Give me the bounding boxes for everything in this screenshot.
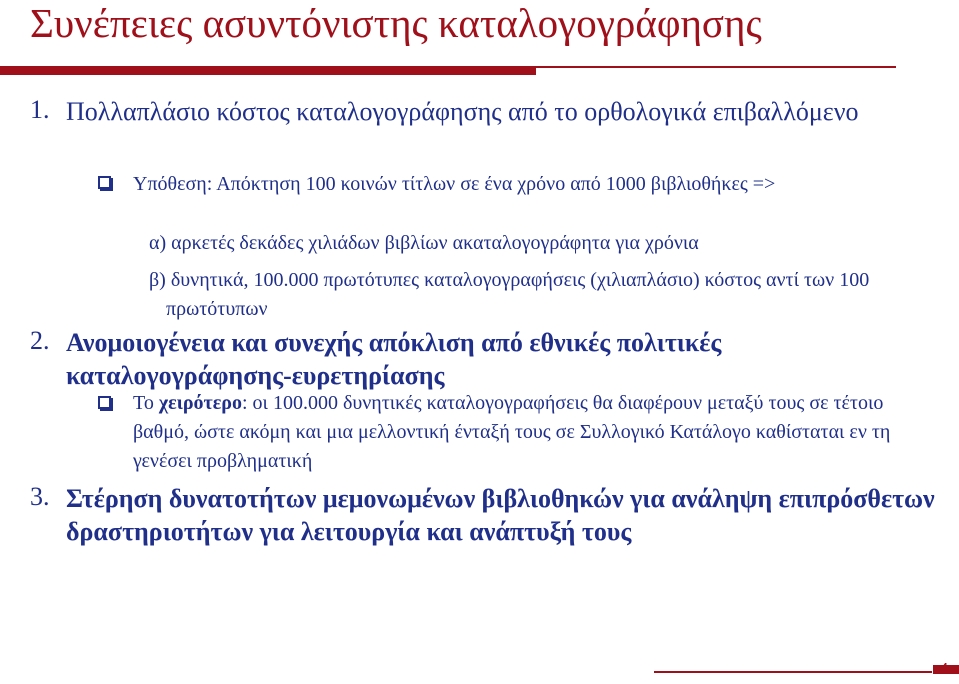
title-rule-thin bbox=[536, 66, 896, 68]
item-1-sub-a: α) αρκετές δεκάδες χιλιάδων βιβλίων ακαταλογογράφητα για χρόνια bbox=[149, 232, 699, 254]
item-number-2: 2. bbox=[30, 326, 50, 355]
item-number-3: 3. bbox=[30, 482, 50, 511]
item-1-sub-b-text: β) δυνητικά, 100.000 πρωτότυπες καταλογογραφήσεις (χιλιαπλάσιο) κόστος αντί των 100 πρωτότυπων bbox=[149, 269, 870, 320]
item-1-sub-b bbox=[149, 266, 924, 324]
item-2-bullet-prefix: Το bbox=[133, 392, 159, 414]
item-heading-3: Στέρηση δυνατοτήτων μεμονωμένων βιβλιοθηκών για ανάληψη επιπρόσθετων δραστηριοτήτων για λειτουργία και ανάπτυξή τους bbox=[66, 484, 935, 546]
slide-title: Συνέπειες ασυντόνιστης καταλογογράφησης bbox=[30, 0, 762, 46]
item-1-bullet: Υπόθεση: Απόκτηση 100 κοινών τίτλων σε ένα χρόνο από 1000 βιβλιοθήκες => bbox=[133, 173, 776, 195]
checkbox-bullet-icon bbox=[98, 396, 111, 409]
item-2-bullet-bold: χειρότερο bbox=[158, 392, 242, 414]
item-2-bullet-rest: : οι 100.000 δυνητικές καταλογογραφήσεις θα διαφέρουν μεταξύ τους σε τέτοιο βαθμό, ώστε ακόμη και μια μελλοντική ένταξή τους σε Συλλογικό Κατάλογο καθίσταται εν τη γενέσει προβληματική bbox=[133, 392, 891, 472]
footer-rule-thin bbox=[654, 671, 932, 673]
title-rule-thick bbox=[0, 66, 536, 75]
item-number-1: 1. bbox=[30, 95, 50, 124]
item-2-bullet bbox=[133, 389, 933, 476]
item-heading-2: Ανομοιογένεια και συνεχής απόκλιση από εθνικές πολιτικές καταλογογράφησης-ευρετηρίασης bbox=[66, 328, 722, 390]
page-number: 4 bbox=[940, 660, 949, 677]
checkbox-bullet-icon bbox=[98, 176, 111, 189]
item-heading-1: Πολλαπλάσιο κόστος καταλογογράφησης από το ορθολογικά επιβαλλόμενο bbox=[66, 97, 859, 126]
